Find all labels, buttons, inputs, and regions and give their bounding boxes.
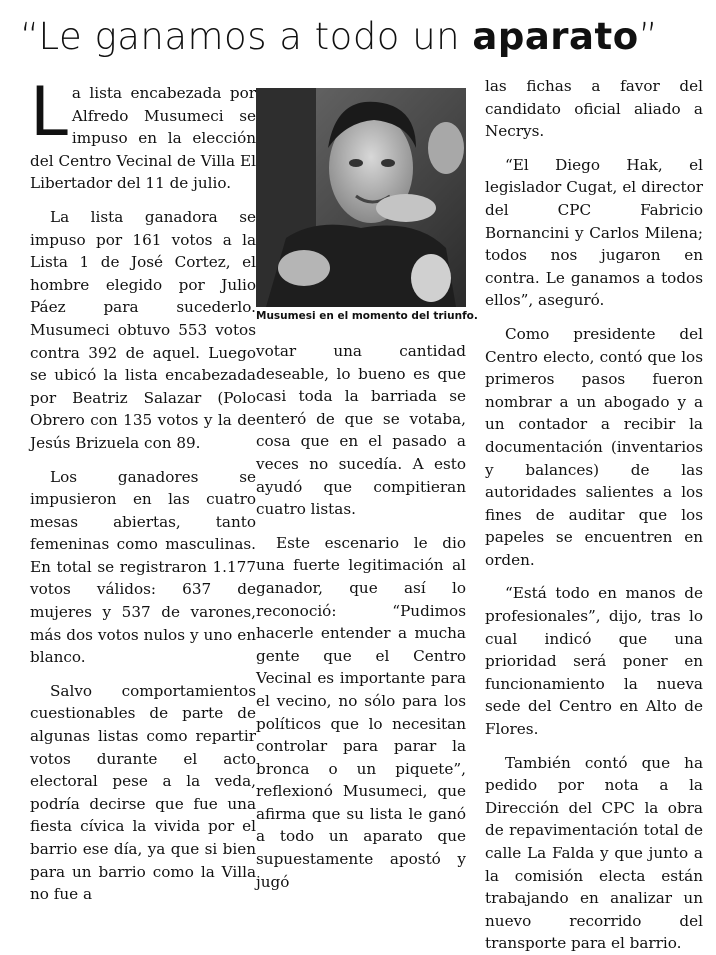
paragraph-6: Este escenario le dio una fuerte legitimación al ganador, que así lo reconoció: “Pudimos hacerle entender a mucha gente que el Centro Vecinal es importante para el vecino, no sólo para los políticos que lo necesitan controlar para parar la bronca o un piquete”, reflexionó Musumeci, que afirma que su lista le ganó a todo un aparato que supuestamente apostó y jugó [256, 533, 466, 891]
paragraph-1-text: a lista encabezada por Alfredo Musumeci se impuso en la elección del Centro Vecinal de Villa El Libertador del 11 de julio. [30, 84, 256, 193]
paragraph-2: La lista ganadora se impuso por 161 votos a la Lista 1 de José Cortez, el hombre elegido por Julio Páez para sucederlo. Musumeci obtuvo 553 votos contra 392 de aquel. Luego se ubicó la lista encabezada por Beatriz Salazar (Polo Obrero con 135 votos y la de Jesús Brizuela con 89. [30, 207, 256, 452]
paragraph-5: votar una cantidad deseable, lo bueno es que casi toda la barriada se enteró de que se votaba, cosa que en el pasado a veces no sucedía. A esto ayudó que compitieran cuatro listas. [256, 342, 466, 519]
paragraph-7: las fichas a favor del candidato oficial aliado a Necrys. [485, 77, 703, 141]
drop-cap: L [30, 73, 68, 152]
paragraph-1 [30, 73, 256, 195]
paragraph-3: Los ganadores se impusieron en las cuatro mesas abiertas, tanto femeninas como masculinas. En total se registraron 1.177 votos válidos: 637 de mujeres y 537 de varones, más dos votos nulos y uno en blanco. [30, 467, 256, 667]
paragraph-10: “Está todo en manos de profesionales”, dijo, tras lo cual indicó que una prioridad será poner en funcionamiento la nueva sede del Centro en Alto de Flores. [485, 584, 703, 739]
headline-bold-word: aparato [472, 15, 639, 58]
headline-close-quote: ” [638, 15, 659, 58]
article-column-1 [30, 73, 256, 906]
headline [20, 8, 710, 66]
paragraph-9: Como presidente del Centro electo, contó que los primeros pasos fueron nombrar a un abogado y a un contador a recibir la documentación (inventarios y balances) de las autoridades salientes a los fines de auditar que los papeles se encuentren en orden. [485, 324, 703, 569]
paragraph-11: También contó que ha pedido por nota a la Dirección del CPC la obra de repavimentación total de calle La Falda y que junto a la comisión electa están trabajando en analizar un nuevo recorrido del transporte para el barrio. [485, 753, 703, 953]
photo-musumeci [256, 88, 466, 307]
paragraph-4: Salvo comportamientos cuestionables de parte de algunas listas como repartir votos durante el acto electoral pese a la veda, podría decirse que fue una fiesta cívica la vivida por el barrio ese día, ya que si bien para un barrio como la Villa no fue a [30, 681, 256, 904]
paragraph-8: “El Diego Hak, el legislador Cugat, el director del CPC Fabricio Bornancini y Carlos Milena; todos nos jugaron en contra. Le ganamos a todos ellos”, aseguró. [485, 155, 703, 310]
headline-text: “Le ganamos a todo un [20, 15, 473, 58]
photo-caption: Musumesi en el momento del triunfo. [256, 310, 478, 322]
article-column-2 [256, 340, 466, 893]
photo-illustration [256, 88, 466, 307]
